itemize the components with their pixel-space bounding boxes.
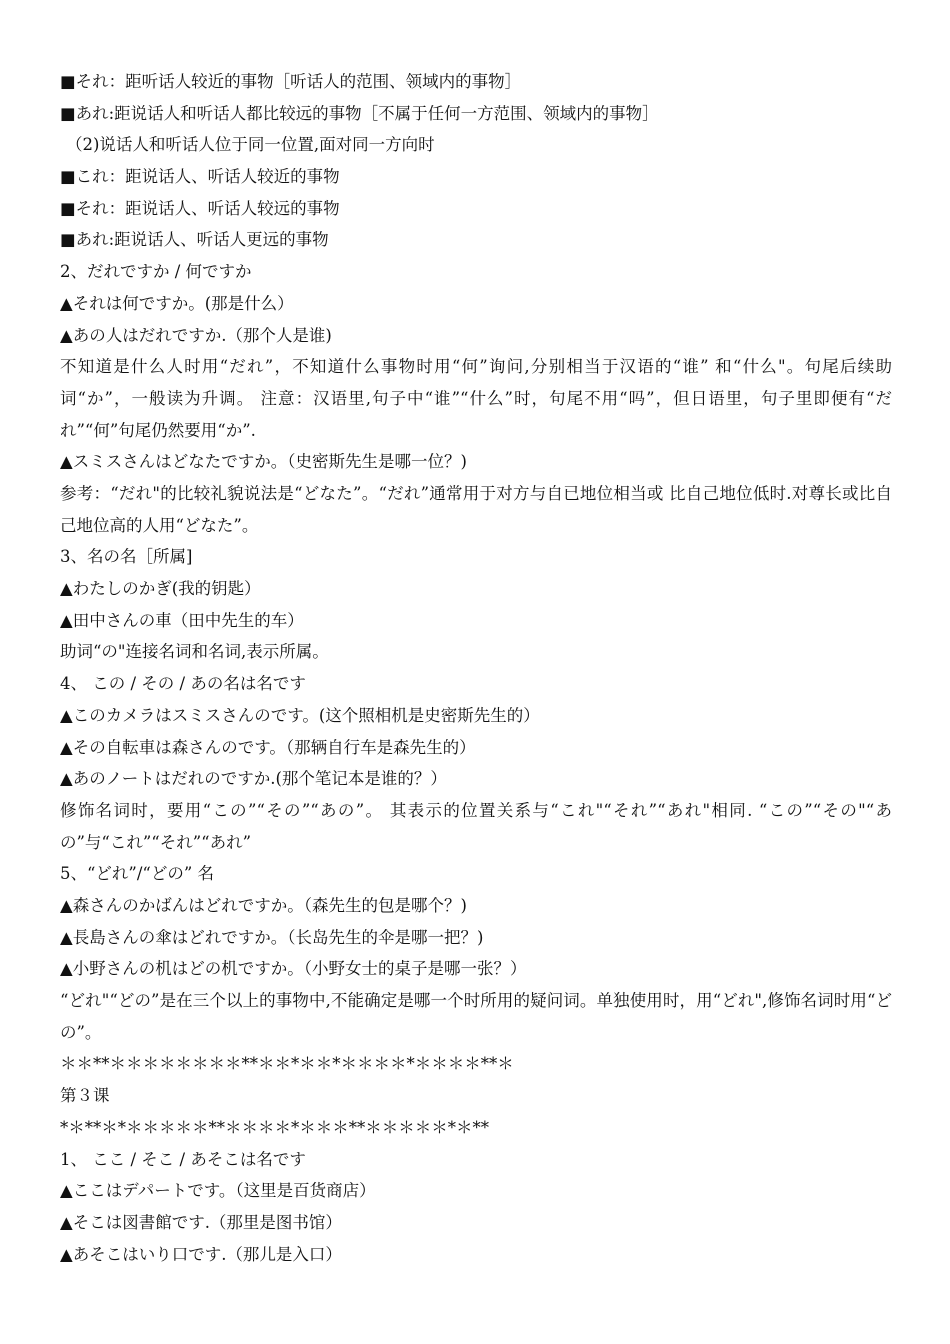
example-sentence: ▲森さんのかばんはどれですか。（森先生的包是哪个？) <box>60 895 467 915</box>
text-line: （2)说话人和听话人位于同一位置,面对同一方向时 <box>66 135 435 155</box>
section-heading: 5、“どれ”/“どの” 名 <box>60 864 215 884</box>
example-sentence: ▲わたしのかぎ(我的钥匙） <box>60 579 261 599</box>
document-page <box>60 66 892 1270</box>
section-heading: 4、 この / その / あの名は名です <box>60 674 306 694</box>
text-line: ■あれ:距说话人和听话人都比较远的事物［不属于任何一方范围、领域内的事物］ <box>60 103 659 123</box>
text-line: ■それ：距说话人、听话人较远的事物 <box>60 198 340 218</box>
example-sentence: ▲長島さんの傘はどれですか。（长岛先生的伞是哪一把？) <box>60 927 484 947</box>
example-sentence: ▲このカメラはスミスさんのです。(这个照相机是史密斯先生的） <box>60 705 540 725</box>
example-sentence: ▲あそこはいり口です.（那儿是入口） <box>60 1244 342 1264</box>
example-sentence: ▲それは何ですか。(那是什么） <box>60 293 294 313</box>
example-sentence: ▲田中さんの車（田中先生的车） <box>60 610 304 630</box>
example-sentence: ▲あのノートはだれのですか.(那个笔记本是谁的？） <box>60 769 447 789</box>
text-line: 助词“の"连接名词和名词,表示所属。 <box>60 642 329 662</box>
separator-line: *＊**＊*＊＊＊＊＊**＊＊＊＊*＊＊＊**＊＊＊＊＊*＊** <box>60 1117 489 1137</box>
lesson-heading: 第３课 <box>60 1086 110 1106</box>
text-line: ■これ：距说话人、听话人较近的事物 <box>60 167 340 187</box>
text-line: ■それ：距听话人较近的事物［听话人的范围、领域内的事物］ <box>60 72 522 91</box>
example-sentence: ▲ここはデパートです。（这里是百货商店） <box>60 1181 376 1201</box>
example-sentence: ▲そこは図書館です.（那里是图书馆） <box>60 1212 342 1232</box>
section-heading: 1、 ここ / そこ / あそこは名です <box>60 1149 306 1169</box>
section-heading: 2、だれですか / 何ですか <box>60 262 252 282</box>
explanation-paragraph: 参考：“だれ"的比较礼貌说法是“どなた”。“だれ”通常用于对方与自已地位相当或 比自己地位低时.对尊长或比自己地位高的人用“どなた”。 <box>60 483 892 535</box>
separator-line: ＊＊**＊＊＊＊＊＊＊＊**＊＊*＊＊*＊＊＊＊*＊＊＊＊**＊ <box>60 1054 514 1074</box>
section-heading: 3、名の名［所属] <box>60 547 193 567</box>
example-sentence: ▲スミスさんはどなたですか。（史密斯先生是哪一位？) <box>60 452 467 472</box>
explanation-paragraph: 不知道是什么人时用“だれ”，不知道什么事物时用“何”询问,分别相当于汉语的“谁” 和“什么"。句尾后续助词“か”，一般读为升调。 注意：汉语里,句子中“谁”“什么”时，句尾不用“吗”，但日语里，句子里即便有“だ れ”“何”句尾仍然要用“か”. <box>60 357 892 440</box>
explanation-paragraph: “どれ"“どの”是在三个以上的事物中,不能确定是哪一个时所用的疑问词。单独使用时，用“どれ",修饰名词时用“どの”。 <box>60 991 892 1042</box>
example-sentence: ▲小野さんの机はどの机ですか。（小野女士的桌子是哪一张？） <box>60 959 527 979</box>
explanation-paragraph: 修饰名词时，要用“この”“その”“あの”。 其表示的位置关系与“これ"“それ”“あれ"相同. “この”“その"“あの”与“これ”“それ”“あれ” <box>60 800 892 852</box>
example-sentence: ▲その自転車は森さんのです。（那辆自行车是森先生的） <box>60 737 476 757</box>
text-line: ■あれ:距说话人、听话人更远的事物 <box>60 230 329 250</box>
example-sentence: ▲あの人はだれですか.（那个人是谁) <box>60 325 332 345</box>
